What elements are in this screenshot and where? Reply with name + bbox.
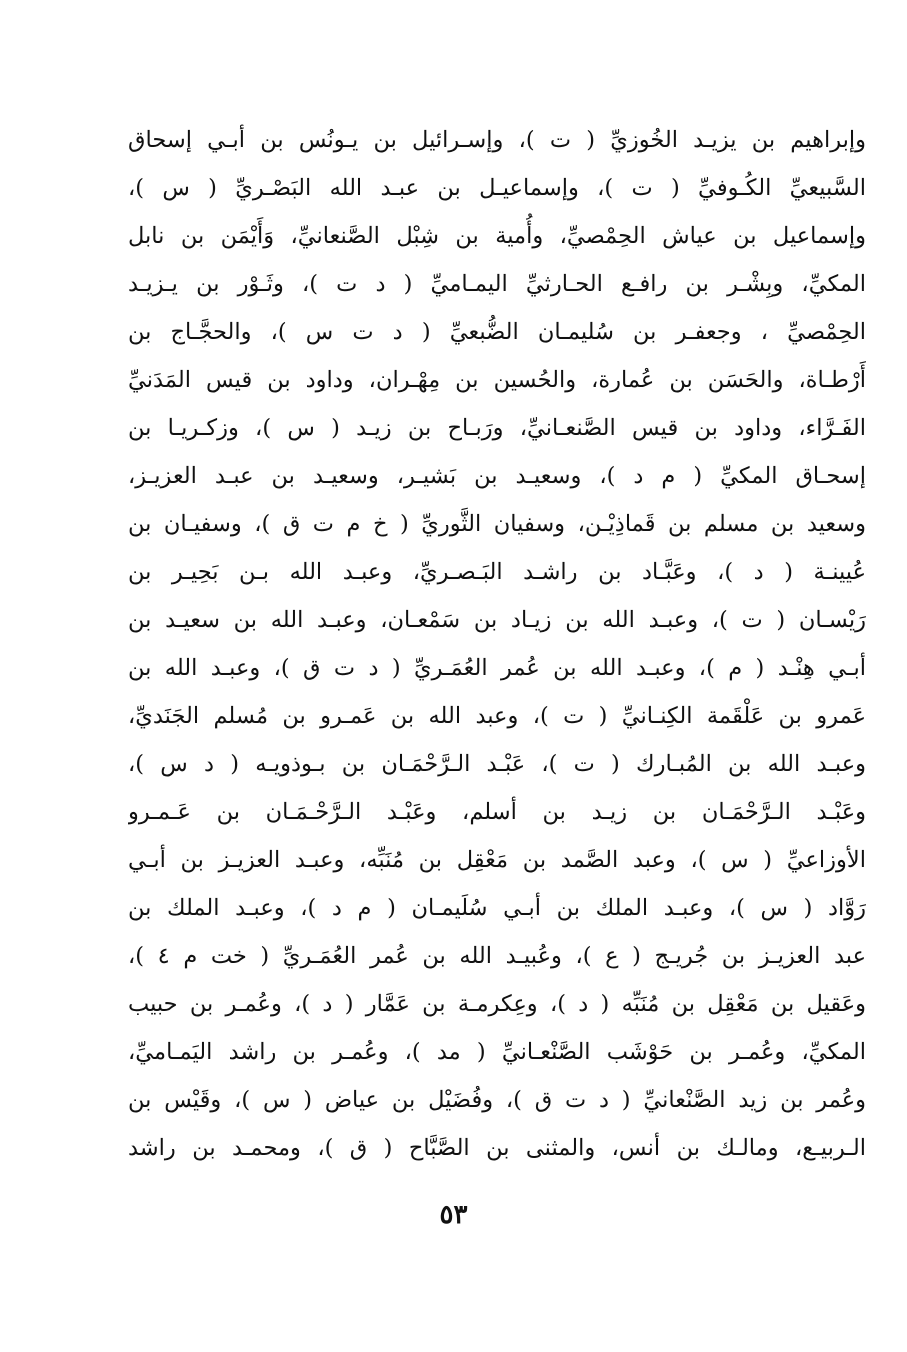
text-line-13: عَمرو بن عَلْقَمة الكِنـانيِّ ( ت )، وعبد الله بن عَمـرو بن مُسلم الجَنَديِّ، [128,703,866,729]
text-line-7: الفَـرَّاء، وداود بن قيس الصَّنعـانيِّ، ورَبـاح بن زيـد ( س )، وزكـريـا بن [128,415,866,441]
text-line-12: أبـي هِنْـد ( م )، وعبـد الله بن عُمر العُمَـريِّ ( د ت ق )، وعبـد الله بن [128,655,866,681]
text-line-15: وعَبْـد الـرَّحْمَـان بن زيـد بن أسلم، وعَبْـد الـرَّحْـمَـان بن عَـمـرو [128,799,866,825]
text-line-14: وعبـد الله بن المُبـارك ( ت )، عَبْـد الـرَّحْمَـان بن بـوذويـه ( د س )، [128,751,866,777]
text-line-20: المكيِّ، وعُمـر بن حَوْشَب الصَّنْعـانيِّ ( مد )، وعُمـر بن راشد اليَمـاميِّ، [128,1039,866,1065]
text-line-3: وإسماعيل بن عياش الحِمْصيِّ، وأُمية بن شِبْل الصَّنعانيِّ، وَأَيْمَن بن نابل [128,223,866,249]
text-line-16: الأوزاعيِّ ( س )، وعبد الصَّمد بن مَعْقِل بن مُنَبِّه، وعبـد العزيـز بن أبـي [128,847,866,873]
text-line-19: وعَقيل بن مَعْقِل بن مُنَبِّه ( د )، وعِكرمـة بن عَمَّار ( د )، وعُمـر بن حبيب [128,991,866,1017]
text-line-10: عُيينـة ( د )، وعَبَّـاد بن راشـد البَـصـريِّ، وعبـد الله بـن بَحِيـر بن [128,559,866,585]
text-line-11: رَيْسـان ( ت )، وعبـد الله بن زيـاد بن سَمْعـان، وعبـد الله بن سعيـد بن [128,607,866,633]
text-line-22: الـربيـع، ومالـك بن أنس، والمثنى بن الصَّبَّاح ( ق )، ومحمـد بن راشد [128,1135,866,1161]
text-line-4: المكيِّ، وبِشْـر بن رافـع الحـارثيِّ اليمـاميِّ ( د ت )، وثَـوْر بن يـزيـد [128,271,866,297]
text-line-8: إسحـاق المكيِّ ( م د )، وسعيـد بن بَشيـر، وسعيـد بن عبـد العزيـز، [128,463,866,489]
text-line-5: الحِمْصيِّ ، وجعفـر بن سُليمـان الضُّبعيِّ ( د ت س )، والحجَّـاج بن [128,319,866,345]
text-line-2: السَّبيعيِّ الكُـوفيِّ ( ت )، وإسماعيـل بن عبـد الله البَصْـريِّ ( س )، [128,175,866,201]
text-line-17: رَوَّاد ( س )، وعبـد الملك بن أبـي سُلَيمـان ( م د )، وعبـد الملك بن [128,895,866,921]
text-line-9: وسعيد بن مسلم بن قَماذِيْـن، وسفيان الثَّوريِّ ( خ م ت ق )، وسفيـان بن [128,511,866,537]
text-line-18: عبد العزيـز بن جُريـج ( ع )، وعُبيـد الله بن عُمر العُمَـريِّ ( خت م ٤ )، [128,943,866,969]
body-text [128,116,866,1172]
text-line-21: وعُمر بن زيد الصَّنْعانيِّ ( د ت ق )، وفُضَيْل بن عياض ( س )، وقَيْس بن [128,1087,866,1113]
text-line-1: وإبراهيم بن يزيـد الخُوزيِّ ( ت )، وإسـرائيل بن يـونُس بن أبـي إسحاق [128,127,866,153]
text-line-6: أَرْطـاة، والحَسَن بن عُمارة، والحُسين بن مِهْـران، وداود بن قيس المَدَنيِّ [128,367,866,393]
page-number: ٥٣ [439,1200,468,1230]
